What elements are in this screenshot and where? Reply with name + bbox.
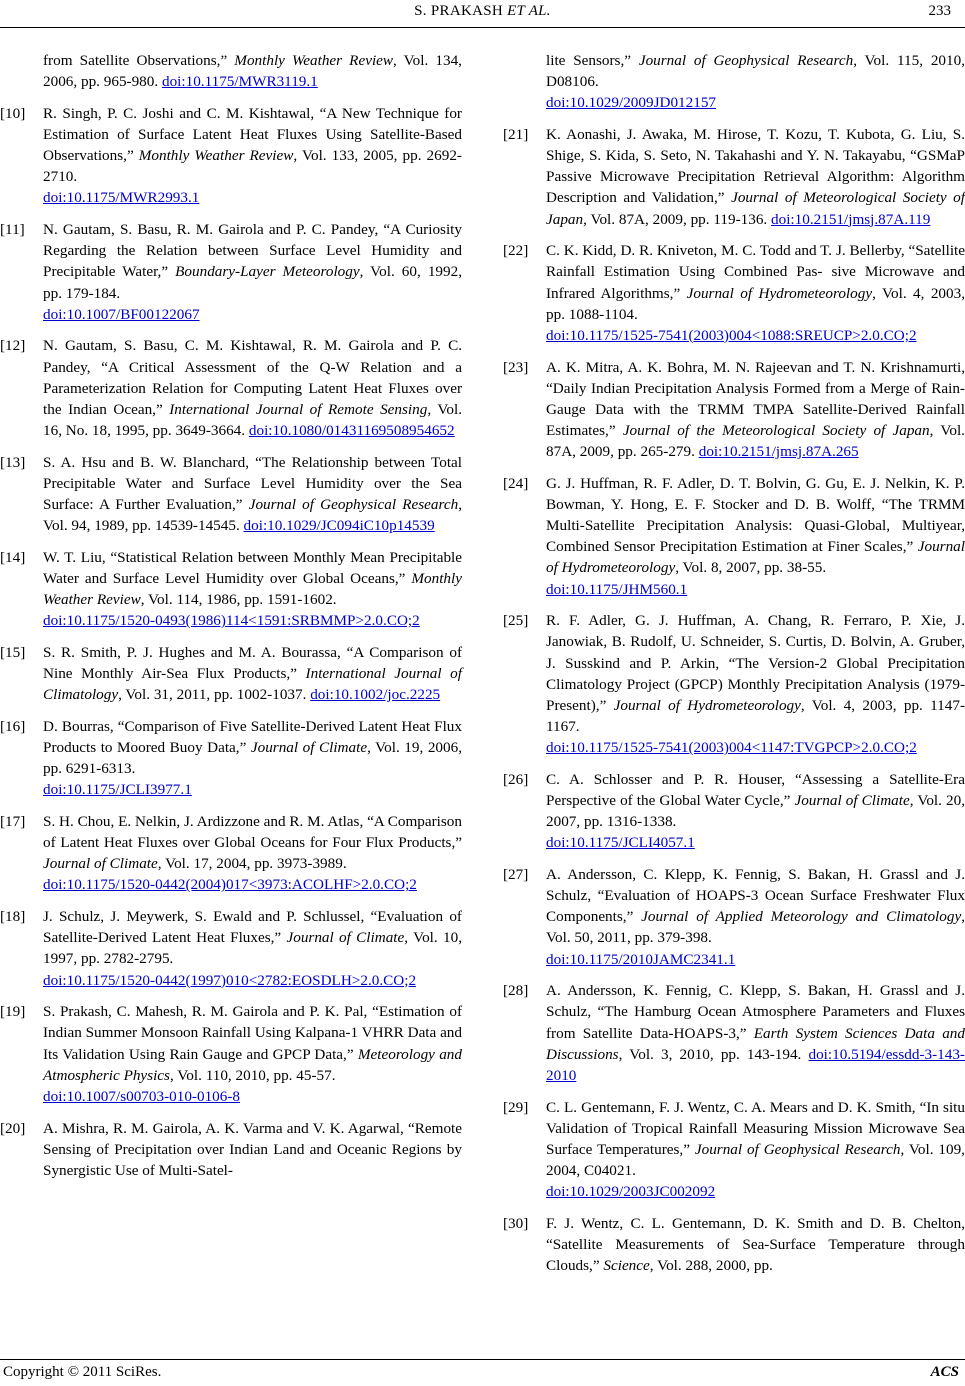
doi-link[interactable]: doi:10.1029/2009JD012157 bbox=[546, 94, 717, 112]
reference-number: [22] bbox=[503, 242, 529, 260]
reference-item: [23] A. K. Mitra, A. K. Bohra, M. N. Rajeevan and T. N. Krishnamurti, “Daily Indian Precipitation Analysis Formed from a Merge of Rain-Gauge Data with the TRMM TMPA Satellite-Derived Rainfall Estimates,” Journal of the Meteorological Society of Japan, Vol. 87A, 2009, pp. 265-279. doi:10.2151/jmsj.87A.265 bbox=[503, 358, 965, 461]
doi-link[interactable]: doi:10.1175/MWR2993.1 bbox=[43, 189, 200, 207]
copyright-notice: Copyright © 2011 SciRes. bbox=[3, 1364, 162, 1380]
journal-name: Journal of Hydrometeorology bbox=[686, 284, 873, 302]
journal-name: Earth System Sciences Data and Discussions bbox=[546, 1024, 965, 1063]
reference-item: [16] D. Bourras, “Comparison of Five Satellite-Derived Latent Heat Flux Products to Moored Buoy Data,” Journal of Climate, Vol. 19, 2006, pp. 6291-6313. doi:10.1175/JCLI3977.1 bbox=[0, 716, 462, 801]
reference-item: [15] S. R. Smith, P. J. Hughes and M. A. Bourassa, “A Comparison of Nine Monthly Air-Sea Flux Products,” International Journal of Climatology, Vol. 31, 2011, pp. 1002-1037. doi:10.1002/joc.2225 bbox=[0, 643, 462, 704]
reference-item: [12] N. Gautam, S. Basu, C. M. Kishtawal, R. M. Gairola and P. C. Pandey, “A Critical Assessment of the Q-W Relation and a Parameterization Relation for Computing Latent Heat Fluxes over the Indian Ocean,” International Journal of Remote Sensing, Vol. 16, No. 18, 1995, pp. 3649-3664. doi:10.1080/01431169508954652 bbox=[0, 337, 462, 439]
reference-number: [23] bbox=[503, 358, 529, 376]
journal-name: Journal of the Meteorological Society of Japan bbox=[622, 422, 930, 439]
reference-number: [18] bbox=[0, 908, 26, 926]
journal-name: Journal of Meteorological Society of Japan bbox=[546, 189, 965, 228]
page-header bbox=[0, 0, 965, 26]
journal-name: Science bbox=[603, 1257, 650, 1275]
doi-link[interactable]: doi:10.1175/1520-0442(2004)017<3973:ACOLHF>2.0.CO;2 bbox=[43, 876, 417, 894]
reference-item: [22] C. K. Kidd, D. R. Kniveton, M. C. Todd and T. J. Bellerby, “Satellite Rainfall Estimation Using Combined Pas- sive Microwave and Infrared Algorithms,” Journal of Hydrometeorology, Vol. 4, 2003, pp. 1088-1104. doi:10.1175/1525-7541(2003)004<1088:SREUCP>2.0.CO;2 bbox=[503, 240, 965, 346]
journal-name: Journal of Hydrometeorology bbox=[613, 696, 801, 714]
reference-number: [13] bbox=[0, 453, 26, 471]
journal-name: Journal of Climate bbox=[286, 929, 405, 947]
journal-name: International Journal of Climatology bbox=[43, 665, 462, 704]
page-number: 233 bbox=[928, 3, 951, 19]
reference-item: [19] S. Prakash, C. Mahesh, R. M. Gairola and P. K. Pal, “Estimation of Indian Summer Monsoon Rainfall Using Kalpana-1 VHRR Data and Its Validation Using Rain Gauge and GPCP Data,” Meteorology and Atmospheric Physics, Vol. 110, 2010, pp. 45-57. doi:10.1007/s00703-010-0106-8 bbox=[0, 1001, 462, 1107]
reference-number: [27] bbox=[503, 865, 529, 883]
running-etal: ET AL. bbox=[507, 3, 551, 19]
reference-number: [30] bbox=[503, 1214, 529, 1232]
reference-item: [14] W. T. Liu, “Statistical Relation between Monthly Mean Precipitable Water and Surface Level Humidity over Global Oceans,” Monthly Weather Review, Vol. 114, 1986, pp. 1591-1602. doi:10.1175/1520-0493(1986)114<1591:SRBMMP>2.0.CO;2 bbox=[0, 547, 462, 632]
doi-link[interactable]: doi:10.2151/jmsj.87A.119 bbox=[771, 210, 931, 228]
doi-link[interactable]: doi:10.1007/BF00122067 bbox=[43, 305, 200, 323]
reference-item: [18] J. Schulz, J. Meywerk, S. Ewald and P. Schlussel, “Evaluation of Satellite-Derived Latent Heat Fluxes,” Journal of Climate, Vol. 10, 1997, pp. 2782-2795. doi:10.1175/1520-0442(1997)010<2782:EOSDLH>2.0.CO;2 bbox=[0, 906, 462, 991]
page-footer bbox=[0, 1364, 965, 1384]
right-column bbox=[503, 50, 965, 1287]
footer-rule bbox=[0, 1359, 965, 1360]
reference-item: [20] A. Mishra, R. M. Gairola, A. K. Varma and V. K. Agarwal, “Remote Sensing of Precipitation over Indian Land and Oceanic Regions by Synergistic Use of Multi-Satel- bbox=[0, 1119, 462, 1179]
reference-item: [30] F. J. Wentz, C. L. Gentemann, D. K. Smith and D. B. Chelton, “Satellite Measurements of Sea-Surface Temperature through Clouds,” Science, Vol. 288, 2000, pp. bbox=[503, 1214, 965, 1275]
reference-continuation: from Satellite Observations,” Monthly Weather Review, Vol. 134, 2006, pp. 965-980. doi:10.1175/MWR3119.1 bbox=[43, 52, 462, 91]
doi-link[interactable]: doi:10.1175/1520-0442(1997)010<2782:EOSDLH>2.0.CO;2 bbox=[43, 971, 417, 989]
reference-number: [16] bbox=[0, 717, 26, 735]
reference-item: [11] N. Gautam, S. Basu, R. M. Gairola and P. C. Pandey, “A Curiosity Regarding the Relation between Surface Level Humidity and Precipitable Water,” Boundary-Layer Meteorology, Vol. 60, 1992, pp. 179-184. doi:10.1007/BF00122067 bbox=[0, 219, 462, 325]
doi-link[interactable]: doi:10.1175/JCLI4057.1 bbox=[546, 834, 695, 852]
doi-link[interactable]: doi:10.1029/2003JC002092 bbox=[546, 1183, 716, 1201]
reference-number: [21] bbox=[503, 125, 529, 143]
reference-number: [19] bbox=[0, 1003, 26, 1021]
reference-item: [24] G. J. Huffman, R. F. Adler, D. T. Bolvin, G. Gu, E. J. Nelkin, K. P. Bowman, Y. Hong, E. F. Stocker and D. B. Wolff, “The TRMM Multi-Satellite Precipitation Analysis: Quasi-Global, Multiyear, Combined Sensor Precipitation Estimation at Finer Scales,” Journal of Hydrometeorology, Vol. 8, 2007, pp. 38-55. doi:10.1175/JHM560.1 bbox=[503, 473, 965, 600]
journal-name: Monthly Weather Review bbox=[138, 147, 294, 165]
journal-name: Journal of Applied Meteorology and Climatology bbox=[641, 908, 962, 926]
reference-number: [29] bbox=[503, 1098, 529, 1116]
running-author: S. PRAKASH bbox=[414, 3, 504, 19]
doi-link[interactable]: doi:10.1175/1525-7541(2003)004<1088:SREUCP>2.0.CO;2 bbox=[546, 326, 917, 344]
journal-name: Journal of Hydrometeorology bbox=[546, 538, 965, 577]
doi-link[interactable]: doi:10.5194/essdd-3-143-2010 bbox=[546, 1045, 965, 1084]
doi-link[interactable]: doi:10.1002/joc.2225 bbox=[310, 686, 441, 704]
header-rule bbox=[0, 27, 965, 28]
reference-number: [28] bbox=[503, 982, 529, 1000]
doi-link[interactable]: doi:10.1007/s00703-010-0106-8 bbox=[43, 1087, 241, 1105]
reference-item: [29] C. L. Gentemann, F. J. Wentz, C. A. Mears and D. K. Smith, “In situ Validation of Tropical Rainfall Measuring Mission Microwave Sea Surface Temperatures,” Journal of Geophysical Research, Vol. 109, 2004, C04021. doi:10.1029/2003JC002092 bbox=[503, 1097, 965, 1203]
reference-number: [17] bbox=[0, 813, 26, 830]
reference-number: [24] bbox=[503, 474, 529, 492]
reference-continuation: lite Sensors,” Journal of Geophysical Research, Vol. 115, 2010, D08106. doi:10.1029/2009JD012157 bbox=[546, 52, 965, 112]
journal-name: Monthly Weather Review bbox=[43, 569, 462, 609]
running-title bbox=[0, 3, 965, 20]
reference-number: [25] bbox=[503, 612, 529, 630]
journal-name: Meteorology and Atmospheric Physics bbox=[43, 1045, 462, 1084]
doi-link[interactable]: doi:10.2151/jmsj.87A.265 bbox=[698, 443, 859, 461]
reference-item: [10] R. Singh, P. C. Joshi and C. M. Kishtawal, “A New Technique for Estimation of Surface Latent Heat Fluxes Using Satellite-Based Observations,” Monthly Weather Review, Vol. 133, 2005, pp. 2692-2710. doi:10.1175/MWR2993.1 bbox=[0, 103, 462, 209]
doi-link[interactable]: doi:10.1175/JHM560.1 bbox=[546, 580, 688, 598]
doi-link[interactable]: doi:10.1175/MWR3119.1 bbox=[161, 73, 318, 91]
reference-number: [15] bbox=[0, 643, 26, 661]
journal-name: Journal of Climate bbox=[43, 855, 158, 873]
journal-name: Journal of Climate bbox=[794, 792, 910, 809]
doi-link[interactable]: doi:10.1175/1525-7541(2003)004<1147:TVGPCP>2.0.CO;2 bbox=[546, 739, 917, 757]
reference-number: [26] bbox=[503, 770, 529, 788]
doi-link[interactable]: doi:10.1175/2010JAMC2341.1 bbox=[546, 950, 736, 968]
reference-list-left bbox=[0, 103, 462, 1181]
doi-link[interactable]: doi:10.1080/01431169508954652 bbox=[248, 422, 455, 439]
reference-number: [12] bbox=[0, 337, 26, 355]
reference-item: [27] A. Andersson, C. Klepp, K. Fennig, S. Bakan, H. Grassl and J. Schulz, “Evaluation of HOAPS-3 Ocean Surface Freshwater Flux Components,” Journal of Applied Meteorology and Climatology, Vol. 50, 2011, pp. 379-398. doi:10.1175/2010JAMC2341.1 bbox=[503, 864, 965, 970]
reference-item: [26] C. A. Schlosser and P. R. Houser, “Assessing a Satellite-Era Perspective of the Global Water Cycle,” Journal of Climate, Vol. 20, 2007, pp. 1316-1338. doi:10.1175/JCLI4057.1 bbox=[503, 769, 965, 854]
reference-item: [21] K. Aonashi, J. Awaka, M. Hirose, T. Kozu, T. Kubota, G. Liu, S. Shige, S. Kida, S. Seto, N. Takahashi and Y. N. Takayabu, “GSMaP Passive Microwave Precipitation Retrieval Algorithm: Algorithm Description and Validation,” Journal of Meteorological Society of Japan, Vol. 87A, 2009, pp. 119-136. doi:10.2151/jmsj.87A.119 bbox=[503, 125, 965, 228]
reference-number: [11] bbox=[0, 221, 25, 239]
reference-list-right bbox=[503, 124, 965, 1276]
journal-name: Boundary-Layer Meteorology bbox=[175, 263, 360, 281]
reference-number: [10] bbox=[0, 104, 26, 122]
doi-link[interactable]: doi:10.1175/JCLI3977.1 bbox=[43, 781, 192, 799]
journal-name: Journal of Geophysical Research bbox=[248, 495, 459, 513]
reference-item: [25] R. F. Adler, G. J. Huffman, A. Chang, R. Ferraro, P. Xie, J. Janowiak, B. Rudolf, U. Schneider, S. Curtis, D. Bolvin, A. Gruber, J. Susskind and P. Arkin, “The Version-2 Global Precipitation Climatology Project (GPCP) Monthly Precipitation Analysis (1979-Present),” Journal of Hydrometeorology, Vol. 4, 2003, pp. 1147-1167. doi:10.1175/1525-7541(2003)004<1147:TVGPCP>2.0.CO;2 bbox=[503, 610, 965, 758]
reference-item: [28] A. Andersson, K. Fennig, C. Klepp, S. Bakan, H. Grassl and J. Schulz, “The Hamburg Ocean Atmosphere Parameters and Fluxes from Satellite Data-HOAPS-3,” Earth System Sciences Data and Discussions, Vol. 3, 2010, pp. 143-194. doi:10.5194/essdd-3-143-2010 bbox=[503, 982, 965, 1084]
reference-number: [14] bbox=[0, 548, 26, 566]
journal-name: Journal of Climate bbox=[250, 739, 368, 757]
doi-link[interactable]: doi:10.1175/1520-0493(1986)114<1591:SRBMMP>2.0.CO;2 bbox=[43, 612, 420, 630]
reference-number: [20] bbox=[0, 1119, 26, 1137]
journal-abbrev: ACS bbox=[930, 1364, 959, 1380]
left-column bbox=[0, 50, 462, 1192]
doi-link[interactable]: doi:10.1029/JC094iC10p14539 bbox=[243, 517, 435, 535]
reference-item: [17] S. H. Chou, E. Nelkin, J. Ardizzone and R. M. Atlas, “A Comparison of Latent Heat Fluxes over Global Oceans for Four Flux Products,” Journal of Climate, Vol. 17, 2004, pp. 3973-3989. doi:10.1175/1520-0442(2004)017<3973:ACOLHF>2.0.CO;2 bbox=[0, 811, 462, 896]
journal-name: Journal of Geophysical Research bbox=[694, 1140, 901, 1158]
reference-item: [13] S. A. Hsu and B. W. Blanchard, “The Relationship between Total Precipitable Water and Surface Level Humidity over the Sea Surface: A Further Evaluation,” Journal of Geophysical Research, Vol. 94, 1989, pp. 14539-14545. doi:10.1029/JC094iC10p14539 bbox=[0, 453, 462, 535]
journal-name: International Journal of Remote Sensing bbox=[169, 400, 428, 418]
